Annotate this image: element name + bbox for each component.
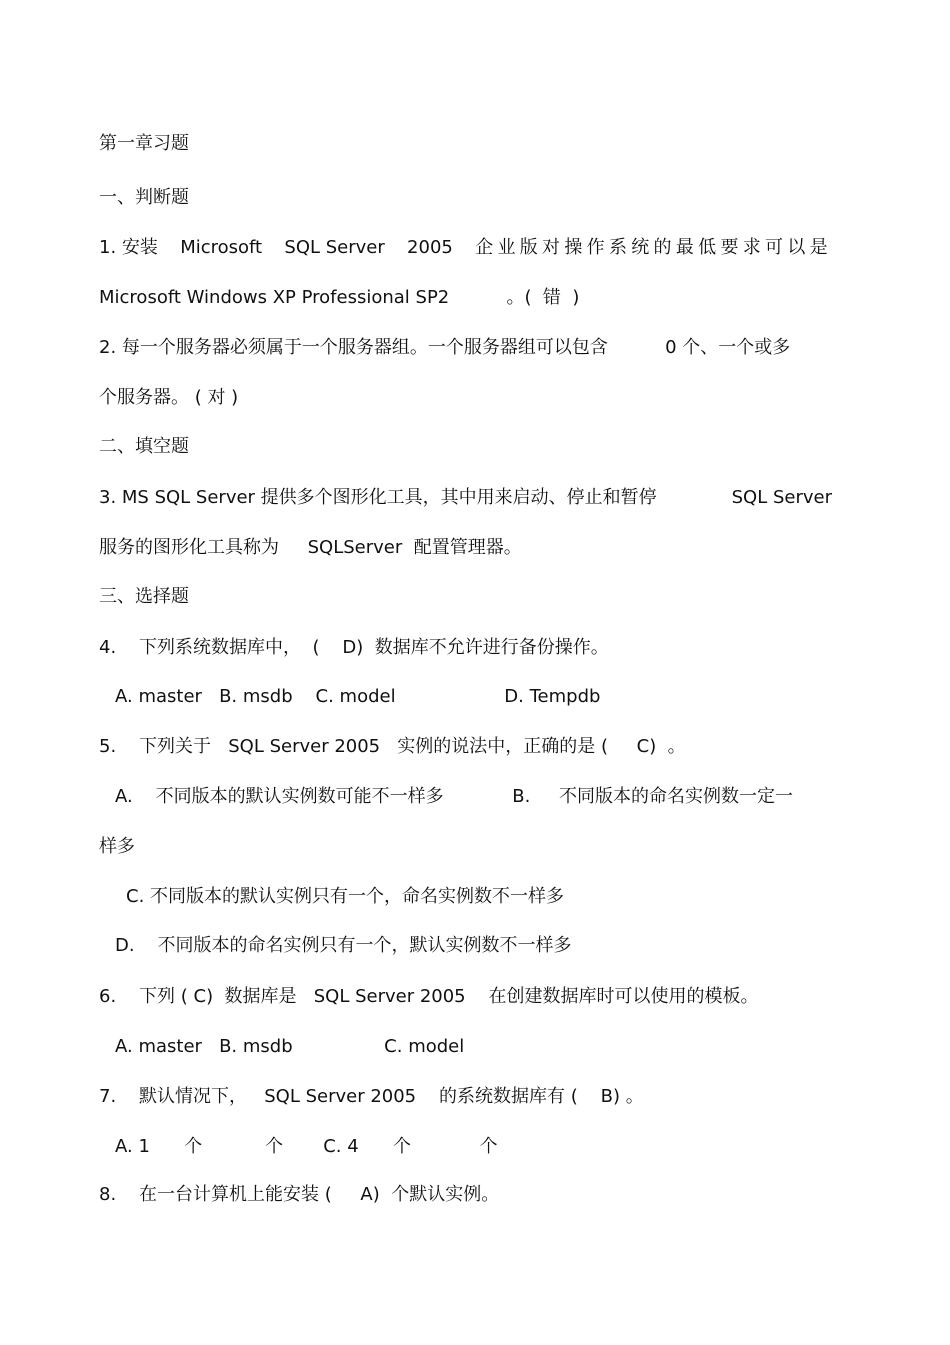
q7-stem: 7. 默认情况下， SQL Server 2005 的系统数据库有 ( B) 。 xyxy=(99,1086,644,1107)
q5-option-d: D. 不同版本的命名实例只有一个，默认实例数不一样多 xyxy=(115,935,572,956)
q1-text-part: 企业版对操作系统的最低要求可以是 xyxy=(475,237,832,258)
q3-line1 xyxy=(99,487,832,509)
q1-text-part: SQL Server xyxy=(284,237,385,258)
q1-text-part: Microsoft xyxy=(180,237,263,258)
q3-text-part: 3. MS SQL Server 提供多个图形化工具，其中用来启动、停止和暂停 xyxy=(99,487,657,508)
q1-text-part: 2005 xyxy=(407,237,453,258)
q2-line1: 2. 每一个服务器必须属于一个服务器组。一个服务器组可以包含 0 个、一个或多 xyxy=(99,337,791,358)
q6-options: A. master B. msdb C. model xyxy=(115,1036,465,1057)
section-heading-fill: 二、填空题 xyxy=(99,436,189,457)
q3-line2: 服务的图形化工具称为 SQLServer 配置管理器。 xyxy=(99,537,522,558)
chapter-title: 第一章习题 xyxy=(99,133,189,154)
q5-options-a-b: A. 不同版本的默认实例数可能不一样多 B. 不同版本的命名实例数一定一 xyxy=(115,786,793,807)
q5-stem: 5. 下列关于 SQL Server 2005 实例的说法中，正确的是 ( C) 。 xyxy=(99,736,686,757)
q5-options-a-b-cont: 样多 xyxy=(99,836,135,857)
section-heading-choice: 三、选择题 xyxy=(99,586,189,607)
section-heading-judge: 一、判断题 xyxy=(99,187,189,208)
q1-line2: Microsoft Windows XP Professional SP2 。( 错 ) xyxy=(99,287,580,308)
q8-stem: 8. 在一台计算机上能安装 ( A) 个默认实例。 xyxy=(99,1184,500,1205)
q2-line2: 个服务器。 ( 对 ) xyxy=(99,387,239,408)
q1-text-part: 1. 安装 xyxy=(99,237,158,258)
q4-options: A. master B. msdb C. model D. Tempdb xyxy=(115,686,601,707)
q4-stem: 4. 下列系统数据库中， ( D) 数据库不允许进行备份操作。 xyxy=(99,637,609,658)
q7-options: A. 1 个 个 C. 4 个 个 xyxy=(115,1136,498,1157)
q5-option-c: C. 不同版本的默认实例只有一个，命名实例数不一样多 xyxy=(126,886,565,907)
q3-text-part: SQL Server xyxy=(731,487,832,508)
q1-line1 xyxy=(99,237,832,259)
q6-stem: 6. 下列 ( C) 数据库是 SQL Server 2005 在创建数据库时可以使用的模板。 xyxy=(99,986,759,1007)
